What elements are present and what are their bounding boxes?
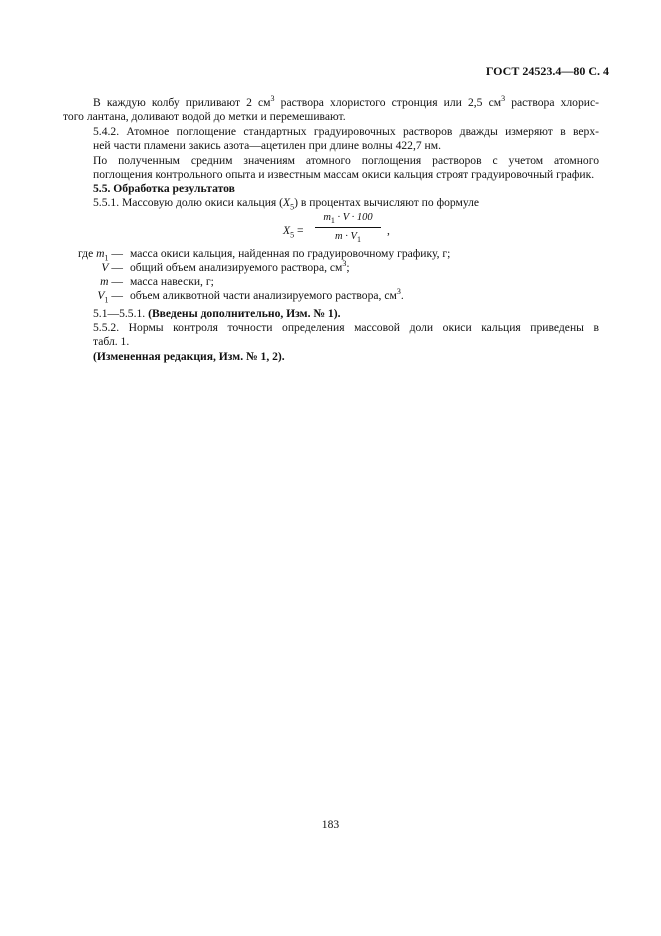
paragraph-calibration: [63, 154, 599, 182]
definition-symbol: m —: [100, 275, 123, 288]
definition-symbol: $V_1$ —: [97, 289, 123, 305]
formula-comma: ,: [387, 224, 390, 237]
paragraph-line: поглощения контрольного опыта и известным массам окиси кальция строят градуировочный график.: [93, 168, 595, 181]
definition-text: масса окиси кальция, найденная по градуировочному графику, г;: [130, 247, 451, 260]
page-number: 183: [321, 818, 340, 831]
definition-item: [63, 261, 599, 275]
paragraph-5-5-2: [63, 321, 599, 349]
definition-item: [63, 247, 599, 261]
document-header: ГОСТ 24523.4—80 С. 4: [485, 64, 609, 78]
definitions-list: [63, 247, 599, 303]
definition-symbol: где $m_1$ —: [78, 247, 123, 263]
paragraph-5-4-2: [63, 125, 599, 153]
formula-lhs: $X_5$ =: [283, 224, 304, 240]
paragraph-5-5-1: 5.5.1. Массовую долю окиси кальция $(X_5)$ в процентах вычисляют по формуле: [93, 196, 480, 212]
section-heading: 5.5. Обработка результатов: [93, 182, 235, 195]
paragraph-line: В каждую колбу приливают 2 $см^3$ раствора хлористого стронция или 2,5 $см^3$ раствора хлорис-: [93, 94, 599, 109]
paragraph-line: 5.4.2. Атомное поглощение стандартных градуировочных растворов дважды измеряют в верх-: [93, 125, 599, 138]
fraction-bar: [315, 227, 381, 228]
definition-item: [63, 289, 599, 303]
formula-fraction: [313, 211, 383, 244]
definition-symbol: V —: [101, 261, 123, 274]
definition-item: [63, 275, 599, 289]
formula-denominator: $m \cdot V_1$: [335, 231, 361, 245]
definition-text: общий объем анализируемого раствора, $см^3$;: [130, 259, 350, 274]
paragraph-reagent: [63, 96, 599, 124]
definition-text: объем аликвотной части анализируемого раствора, $см^3$.: [130, 287, 404, 302]
paragraph-line: того лантана, доливают водой до метки и перемешивают.: [63, 110, 346, 123]
amendment-note-1: 5.1—5.5.1. (Введены дополнительно, Изм. № 1).: [93, 307, 341, 320]
amendment-note-2: (Измененная редакция, Изм. № 1, 2).: [93, 350, 285, 363]
paragraph-line: По полученным средним значениям атомного поглощения растворов с учетом атомного: [93, 154, 599, 167]
paragraph-line: табл. 1.: [93, 335, 130, 348]
formula-calcium-oxide: [63, 211, 599, 247]
document-body: [63, 96, 599, 364]
definition-text: масса навески, г;: [130, 275, 214, 288]
formula-numerator: $m_1 \cdot V \cdot 100$: [323, 212, 373, 226]
paragraph-line: ней части пламени закись азота—ацетилен при длине волны 422,7 нм.: [93, 139, 441, 152]
paragraph-line: 5.5.2. Нормы контроля точности определения массовой доли окиси кальция приведены в: [93, 321, 599, 334]
